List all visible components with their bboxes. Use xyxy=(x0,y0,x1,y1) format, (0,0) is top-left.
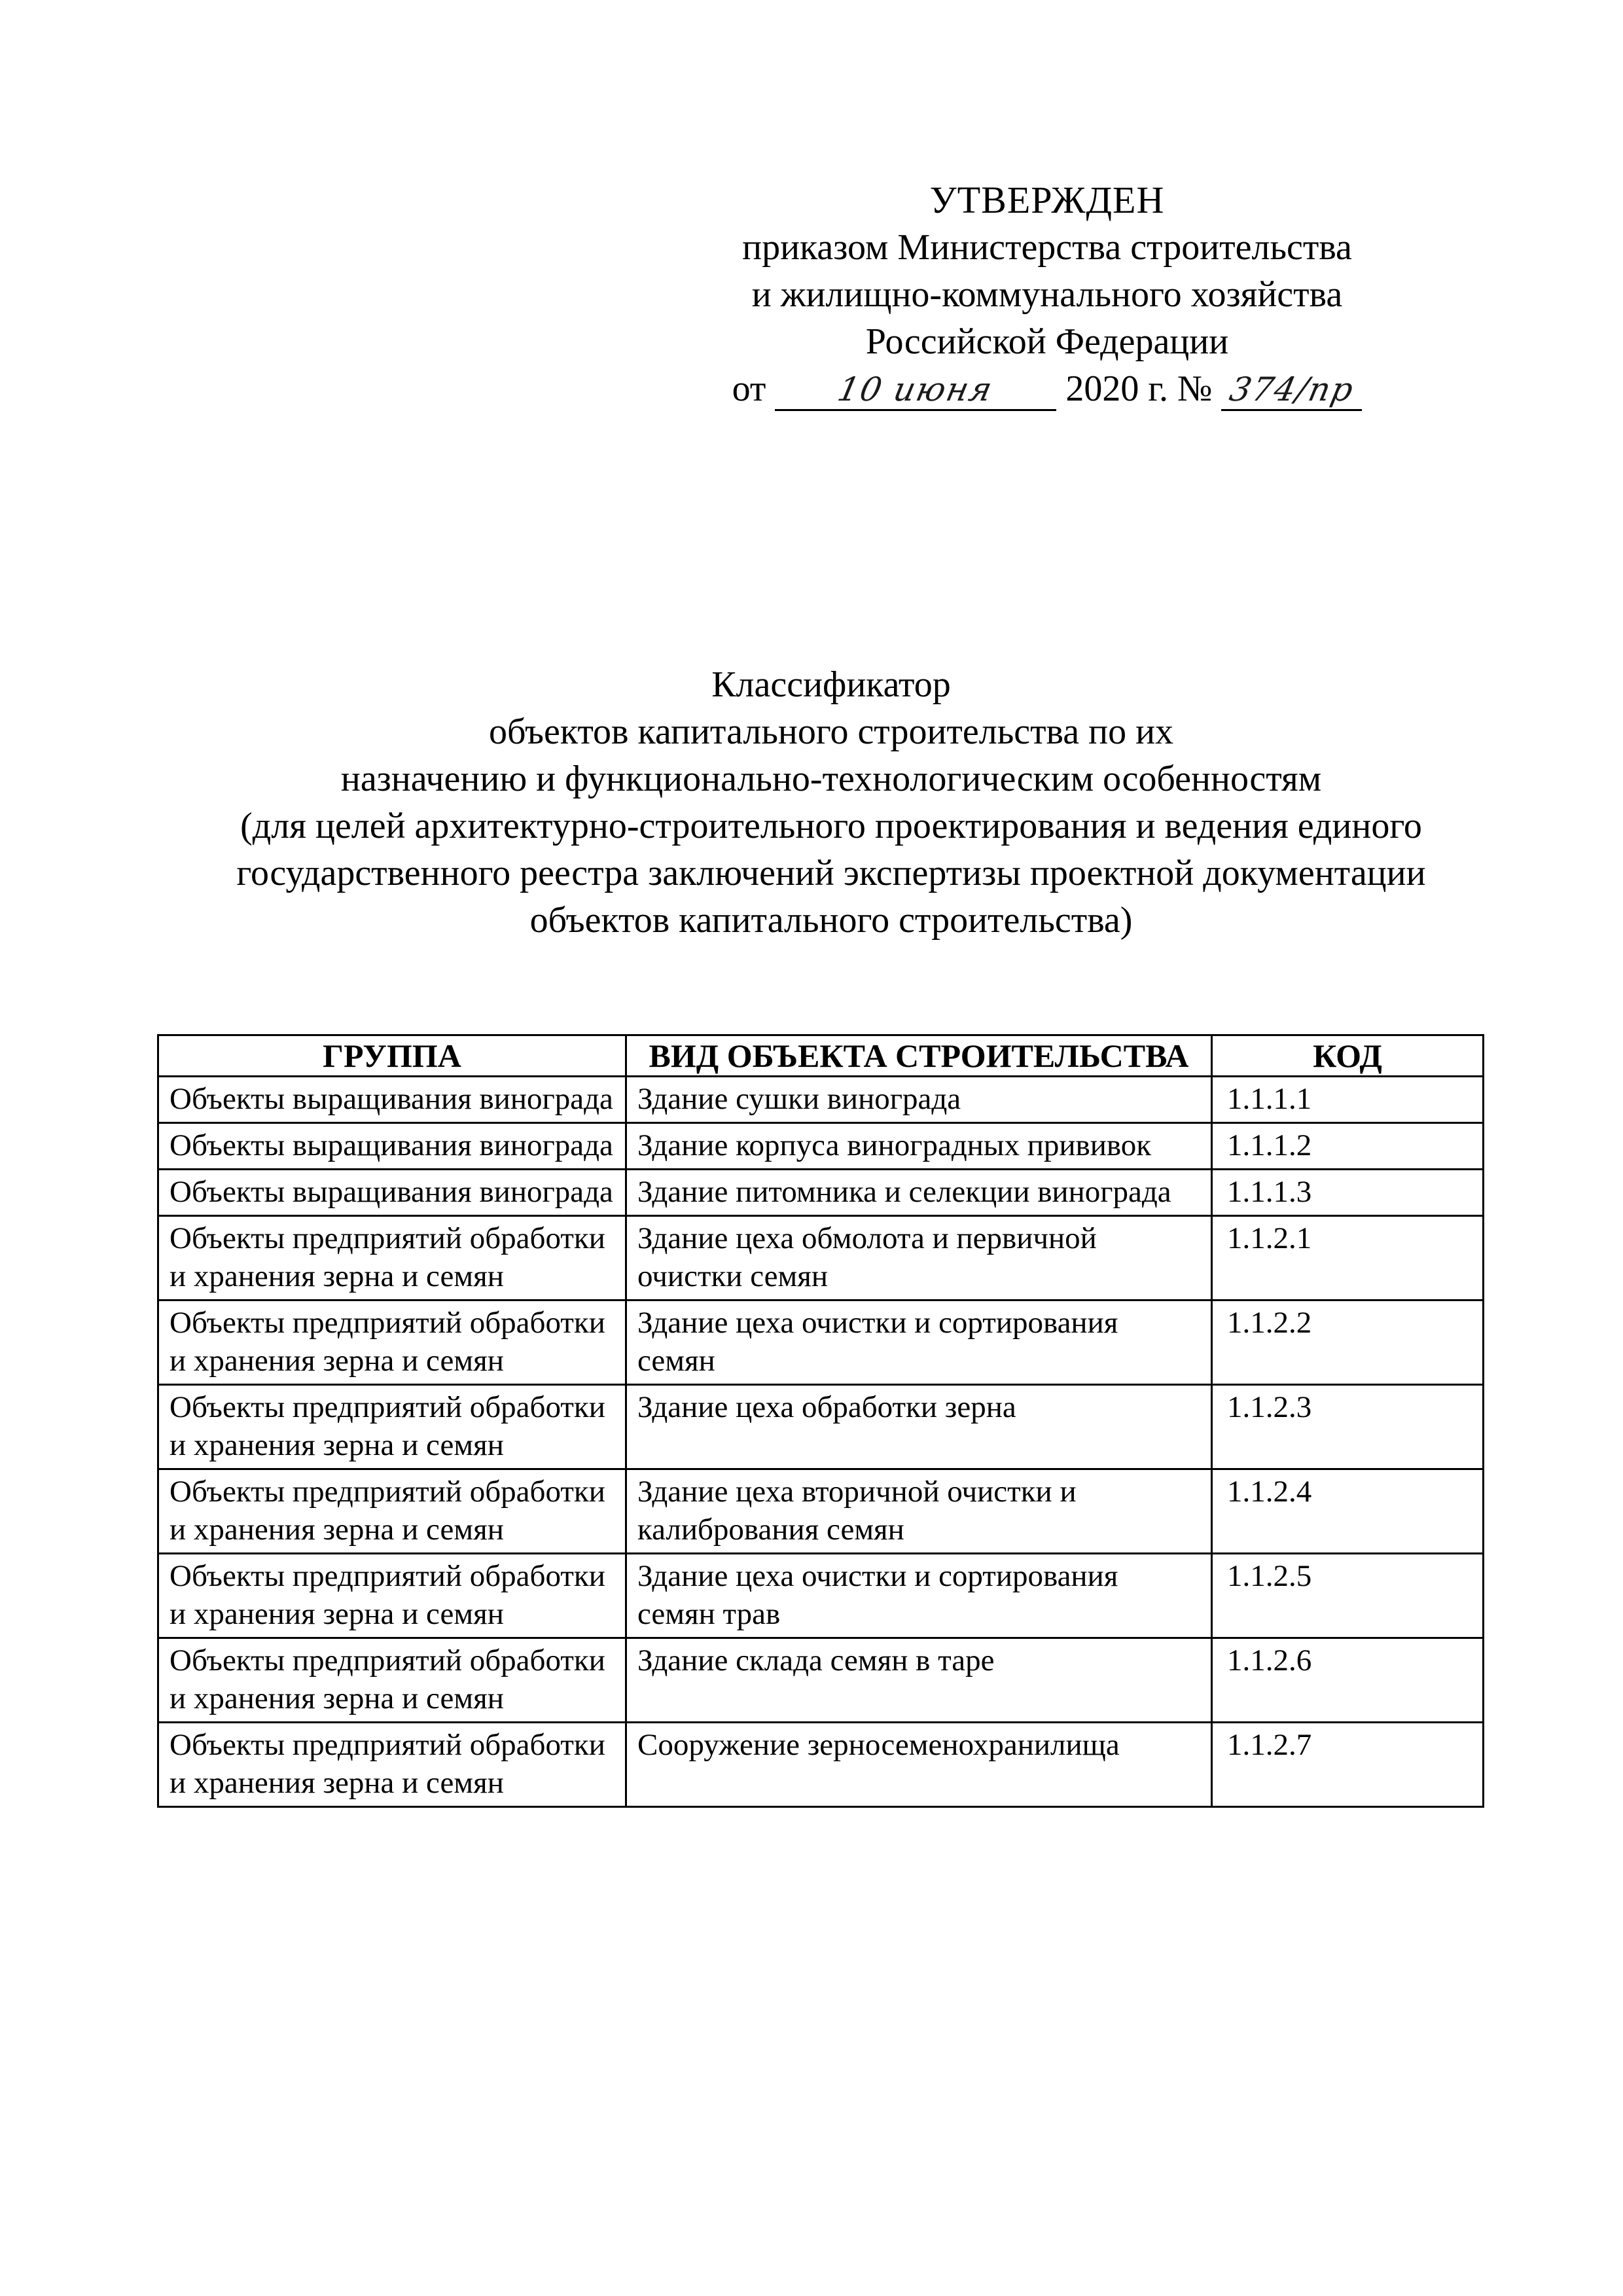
cell-code: 1.1.2.2 xyxy=(1212,1300,1484,1385)
cell-type: Здание цеха вторичной очистки и калибрования семян xyxy=(626,1469,1212,1554)
table-row xyxy=(158,1469,1484,1554)
cell-group: Объекты предприятий обработки и хранения зерна и семян xyxy=(158,1300,626,1385)
table-row xyxy=(158,1077,1484,1123)
cell-group: Объекты предприятий обработки и хранения зерна и семян xyxy=(158,1638,626,1723)
heading-line-3: назначению и функционально-технологическим особенностям xyxy=(340,759,1322,799)
cell-group: Объекты предприятий обработки и хранения зерна и семян xyxy=(158,1469,626,1554)
date-field xyxy=(775,369,1056,411)
table-row xyxy=(158,1170,1484,1216)
cell-group: Объекты предприятий обработки и хранения зерна и семян xyxy=(158,1385,626,1469)
header-type: ВИД ОБЪЕКТА СТРОИТЕЛЬСТВА xyxy=(626,1035,1212,1077)
cell-group: Объекты выращивания винограда xyxy=(158,1077,626,1123)
table-row xyxy=(158,1723,1484,1807)
cell-type: Здание цеха очистки и сортирования семян трав xyxy=(626,1554,1212,1638)
cell-code: 1.1.1.3 xyxy=(1212,1170,1484,1216)
cell-type: Здание цеха обмолота и первичной очистки семян xyxy=(626,1216,1212,1300)
cell-group: Объекты предприятий обработки и хранения зерна и семян xyxy=(158,1723,626,1807)
cell-type: Здание сушки винограда xyxy=(626,1077,1212,1123)
cell-type: Здание корпуса виноградных прививок xyxy=(626,1123,1212,1170)
header-code: КОД xyxy=(1212,1035,1484,1077)
table-row xyxy=(158,1638,1484,1723)
year-text: 2020 г. № xyxy=(1065,368,1213,409)
cell-code: 1.1.2.4 xyxy=(1212,1469,1484,1554)
approval-date-line xyxy=(720,365,1374,412)
cell-type: Сооружение зерносеменохранилища xyxy=(626,1723,1212,1807)
classifier-table-wrap xyxy=(157,1034,1482,1808)
cell-code: 1.1.2.5 xyxy=(1212,1554,1484,1638)
heading-line-6: объектов капитального строительства) xyxy=(529,900,1133,941)
approval-title: УТВЕРЖДЕН xyxy=(929,179,1165,221)
table-header-row xyxy=(158,1035,1484,1077)
heading-line-2: объектов капитального строительства по их xyxy=(488,711,1174,752)
cell-group: Объекты предприятий обработки и хранения зерна и семян xyxy=(158,1554,626,1638)
date-handwritten: 10 июня xyxy=(834,370,997,408)
table-row xyxy=(158,1300,1484,1385)
approval-line-1: приказом Министерства строительства xyxy=(742,227,1352,268)
cell-type: Здание цеха обработки зерна xyxy=(626,1385,1212,1469)
table-row xyxy=(158,1216,1484,1300)
cell-code: 1.1.2.1 xyxy=(1212,1216,1484,1300)
cell-type: Здание цеха очистки и сортирования семян xyxy=(626,1300,1212,1385)
heading-line-4: (для целей архитектурно-строительного проектирования и ведения единого xyxy=(240,806,1422,846)
order-number-handwritten: 374/пр xyxy=(1226,370,1358,408)
heading-line-5: государственного реестра заключений экспертизы проектной документации xyxy=(236,853,1426,893)
cell-code: 1.1.2.3 xyxy=(1212,1385,1484,1469)
approval-line-3: Российской Федерации xyxy=(865,321,1229,362)
header-group: ГРУППА xyxy=(158,1035,626,1077)
cell-code: 1.1.2.6 xyxy=(1212,1638,1484,1723)
cell-code: 1.1.1.2 xyxy=(1212,1123,1484,1170)
approval-line-2: и жилищно-коммунального хозяйства xyxy=(751,274,1343,315)
classifier-table xyxy=(157,1034,1484,1808)
cell-code: 1.1.1.1 xyxy=(1212,1077,1484,1123)
table-row xyxy=(158,1123,1484,1170)
table-row xyxy=(158,1385,1484,1469)
cell-group: Объекты предприятий обработки и хранения зерна и семян xyxy=(158,1216,626,1300)
order-number-field xyxy=(1221,369,1362,411)
approval-block xyxy=(720,177,1374,412)
cell-type: Здание склада семян в таре xyxy=(626,1638,1212,1723)
heading-line-1: Классификатор xyxy=(711,664,951,705)
cell-group: Объекты выращивания винограда xyxy=(158,1170,626,1216)
classifier-heading xyxy=(118,661,1544,944)
table-row xyxy=(158,1554,1484,1638)
cell-type: Здание питомника и селекции винограда xyxy=(626,1170,1212,1216)
from-label: от xyxy=(732,368,766,409)
cell-code: 1.1.2.7 xyxy=(1212,1723,1484,1807)
cell-group: Объекты выращивания винограда xyxy=(158,1123,626,1170)
